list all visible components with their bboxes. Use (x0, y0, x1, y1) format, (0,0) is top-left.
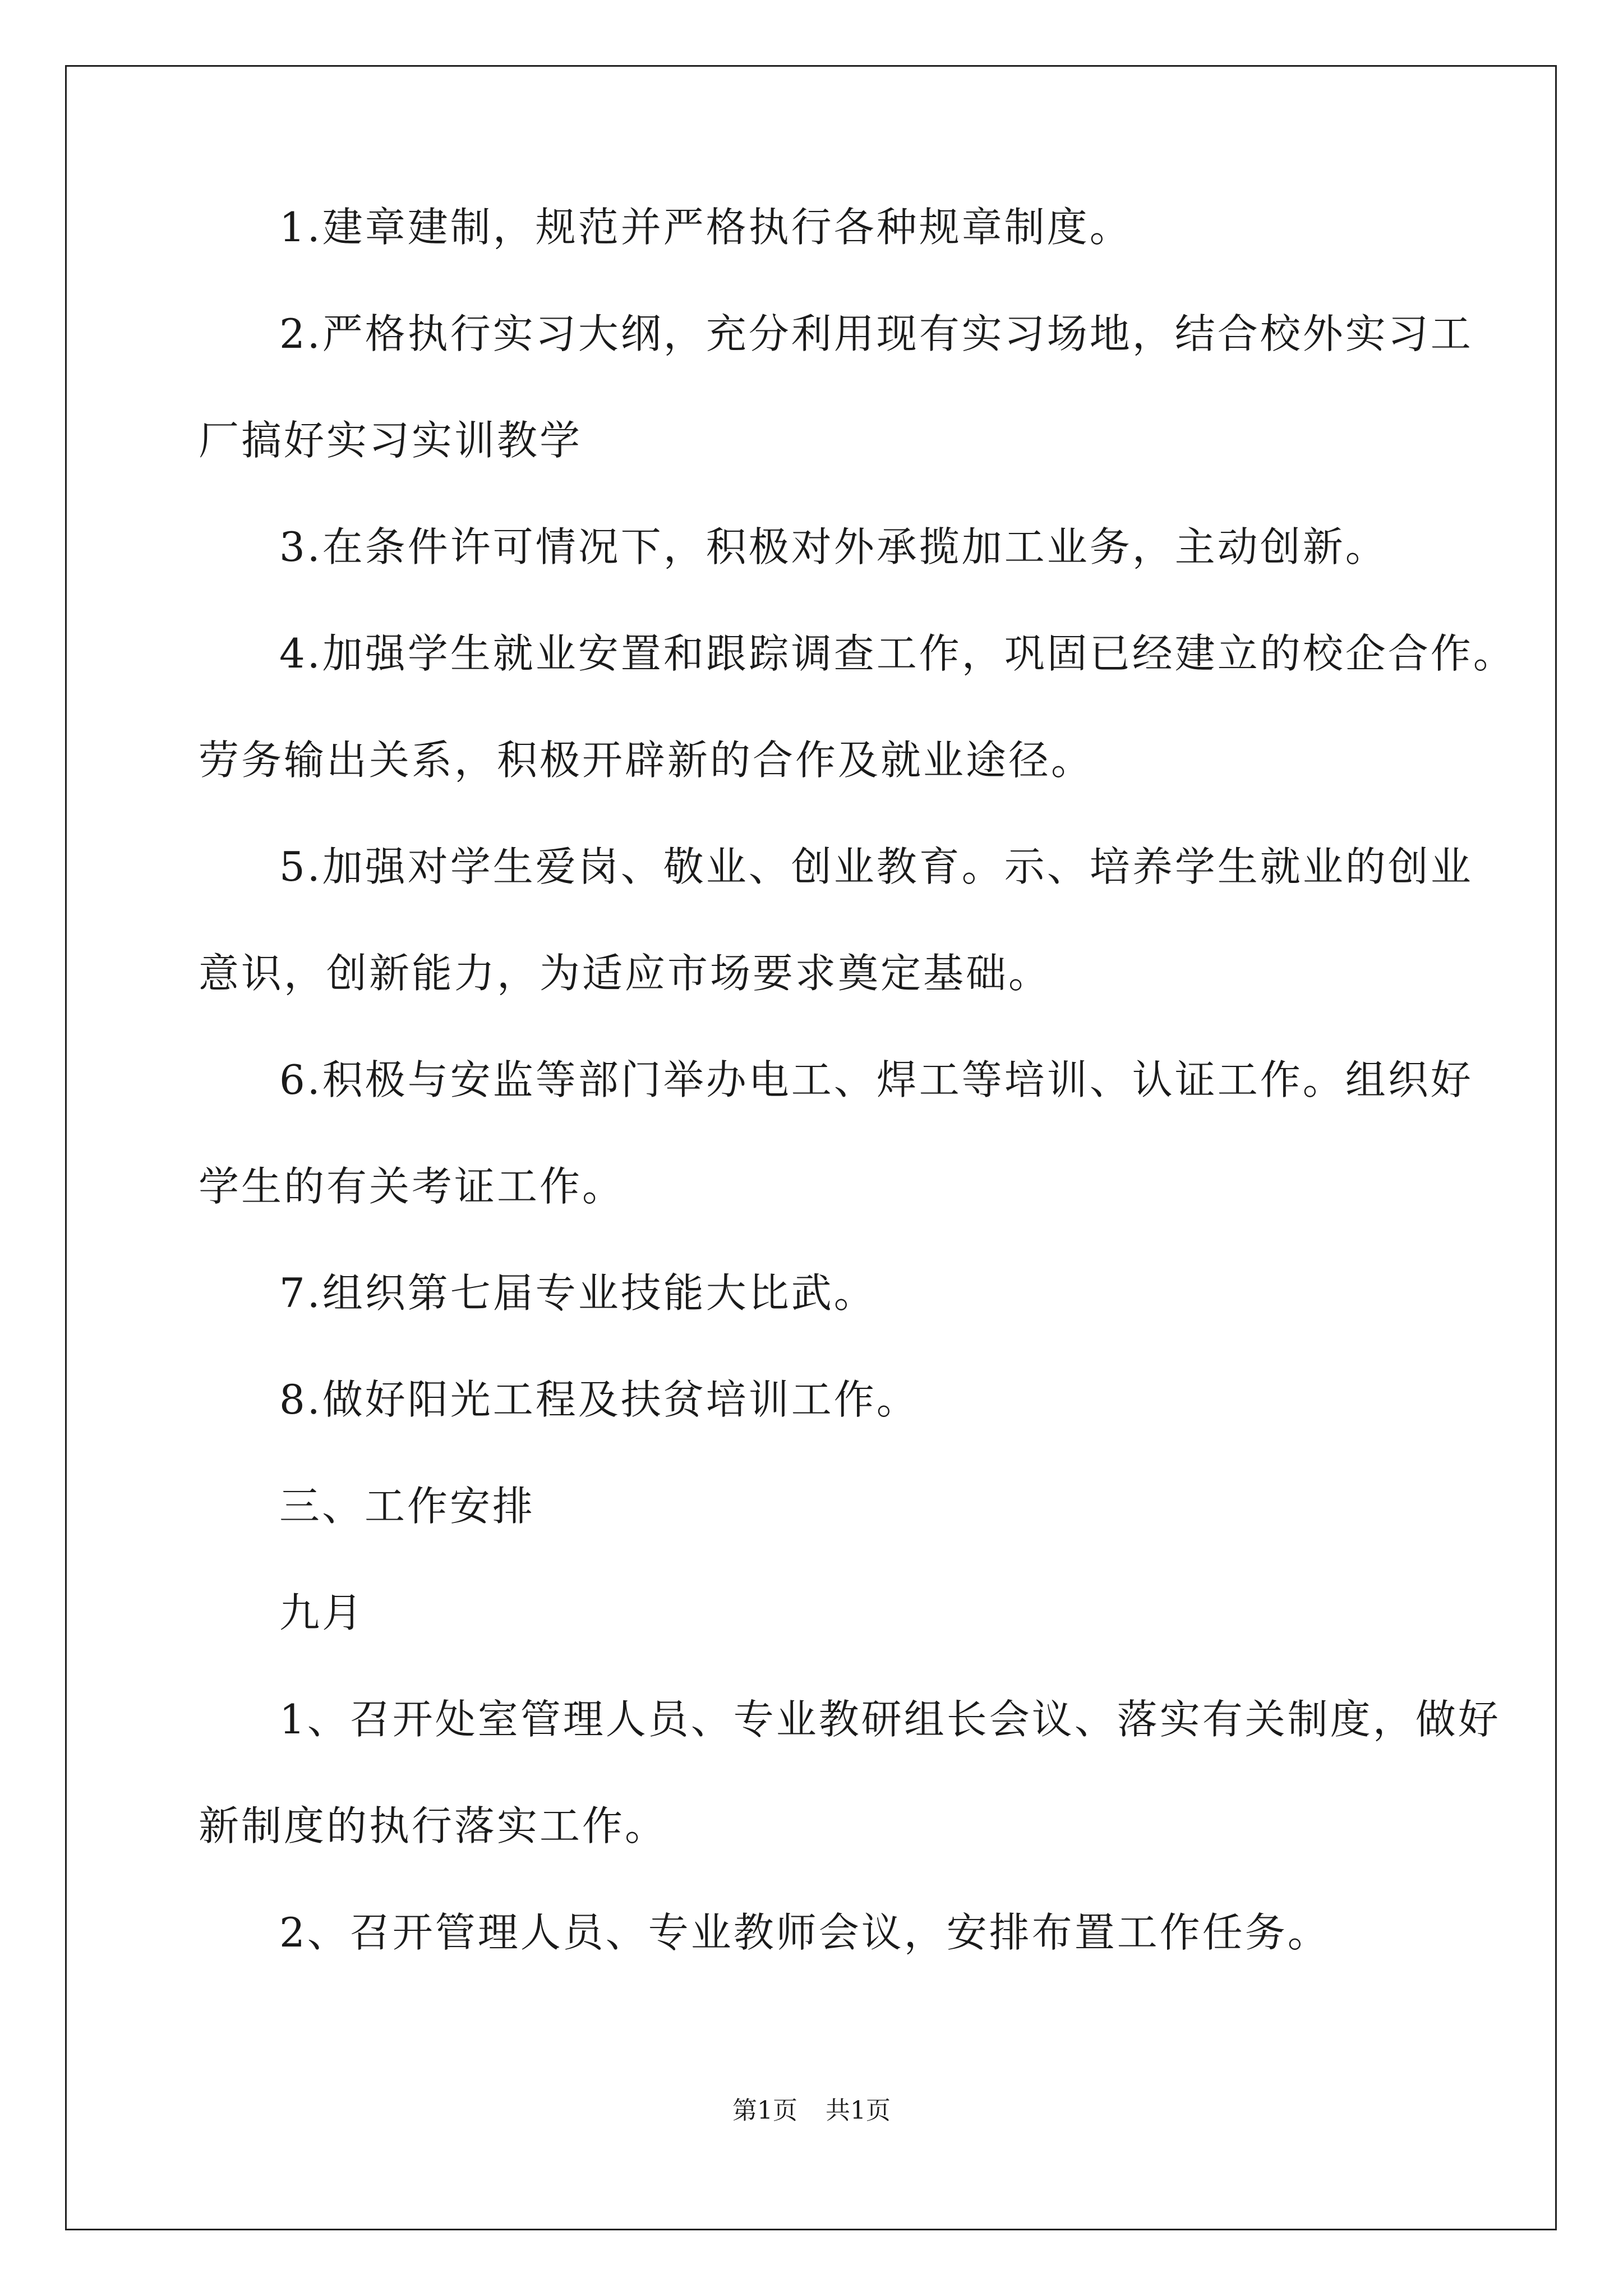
page-frame (65, 65, 1557, 2230)
paragraph-line: 意识，创新能力，为适应市场要求奠定基础。 (199, 950, 1052, 997)
paragraph-line: 劳务输出关系，积极开辟新的合作及就业途径。 (199, 737, 1094, 784)
paragraph-line: 1.建章建制，规范并严格执行各种规章制度。 (279, 204, 1132, 251)
subsection-heading: 九月 (279, 1589, 365, 1636)
paragraph-line: 学生的有关考证工作。 (199, 1163, 625, 1210)
page-total: 共1页 (826, 2096, 891, 2125)
paragraph-line: 2、召开管理人员、专业教师会议，安排布置工作任务。 (279, 1909, 1330, 1956)
paragraph-line: 厂搞好实习实训教学 (199, 417, 583, 464)
paragraph-line: 5.加强对学生爱岗、敬业、创业教育。示、培养学生就业的创业 (279, 843, 1473, 890)
paragraph-line: 新制度的执行落实工作。 (199, 1802, 668, 1849)
paragraph-line: 2.严格执行实习大纲，充分利用现有实习场地，结合校外实习工 (279, 310, 1473, 357)
paragraph-line: 7.组织第七届专业技能大比武。 (279, 1269, 877, 1317)
section-heading: 三、工作安排 (279, 1483, 536, 1530)
page-number: 第1页 (732, 2096, 797, 2125)
paragraph-line: 4.加强学生就业安置和跟踪调查工作，巩固已经建立的校企合作。 (279, 630, 1516, 677)
paragraph-line: 1、召开处室管理人员、专业教研组长会议、落实有关制度，做好 (279, 1696, 1501, 1743)
paragraph-line: 3.在条件许可情况下，积极对外承揽加工业务，主动创新。 (279, 523, 1388, 570)
paragraph-line: 8.做好阳光工程及扶贫培训工作。 (279, 1376, 919, 1423)
page-footer (0, 2095, 1623, 2127)
paragraph-line: 6.积极与安监等部门举办电工、焊工等培训、认证工作。组织好 (279, 1056, 1473, 1103)
